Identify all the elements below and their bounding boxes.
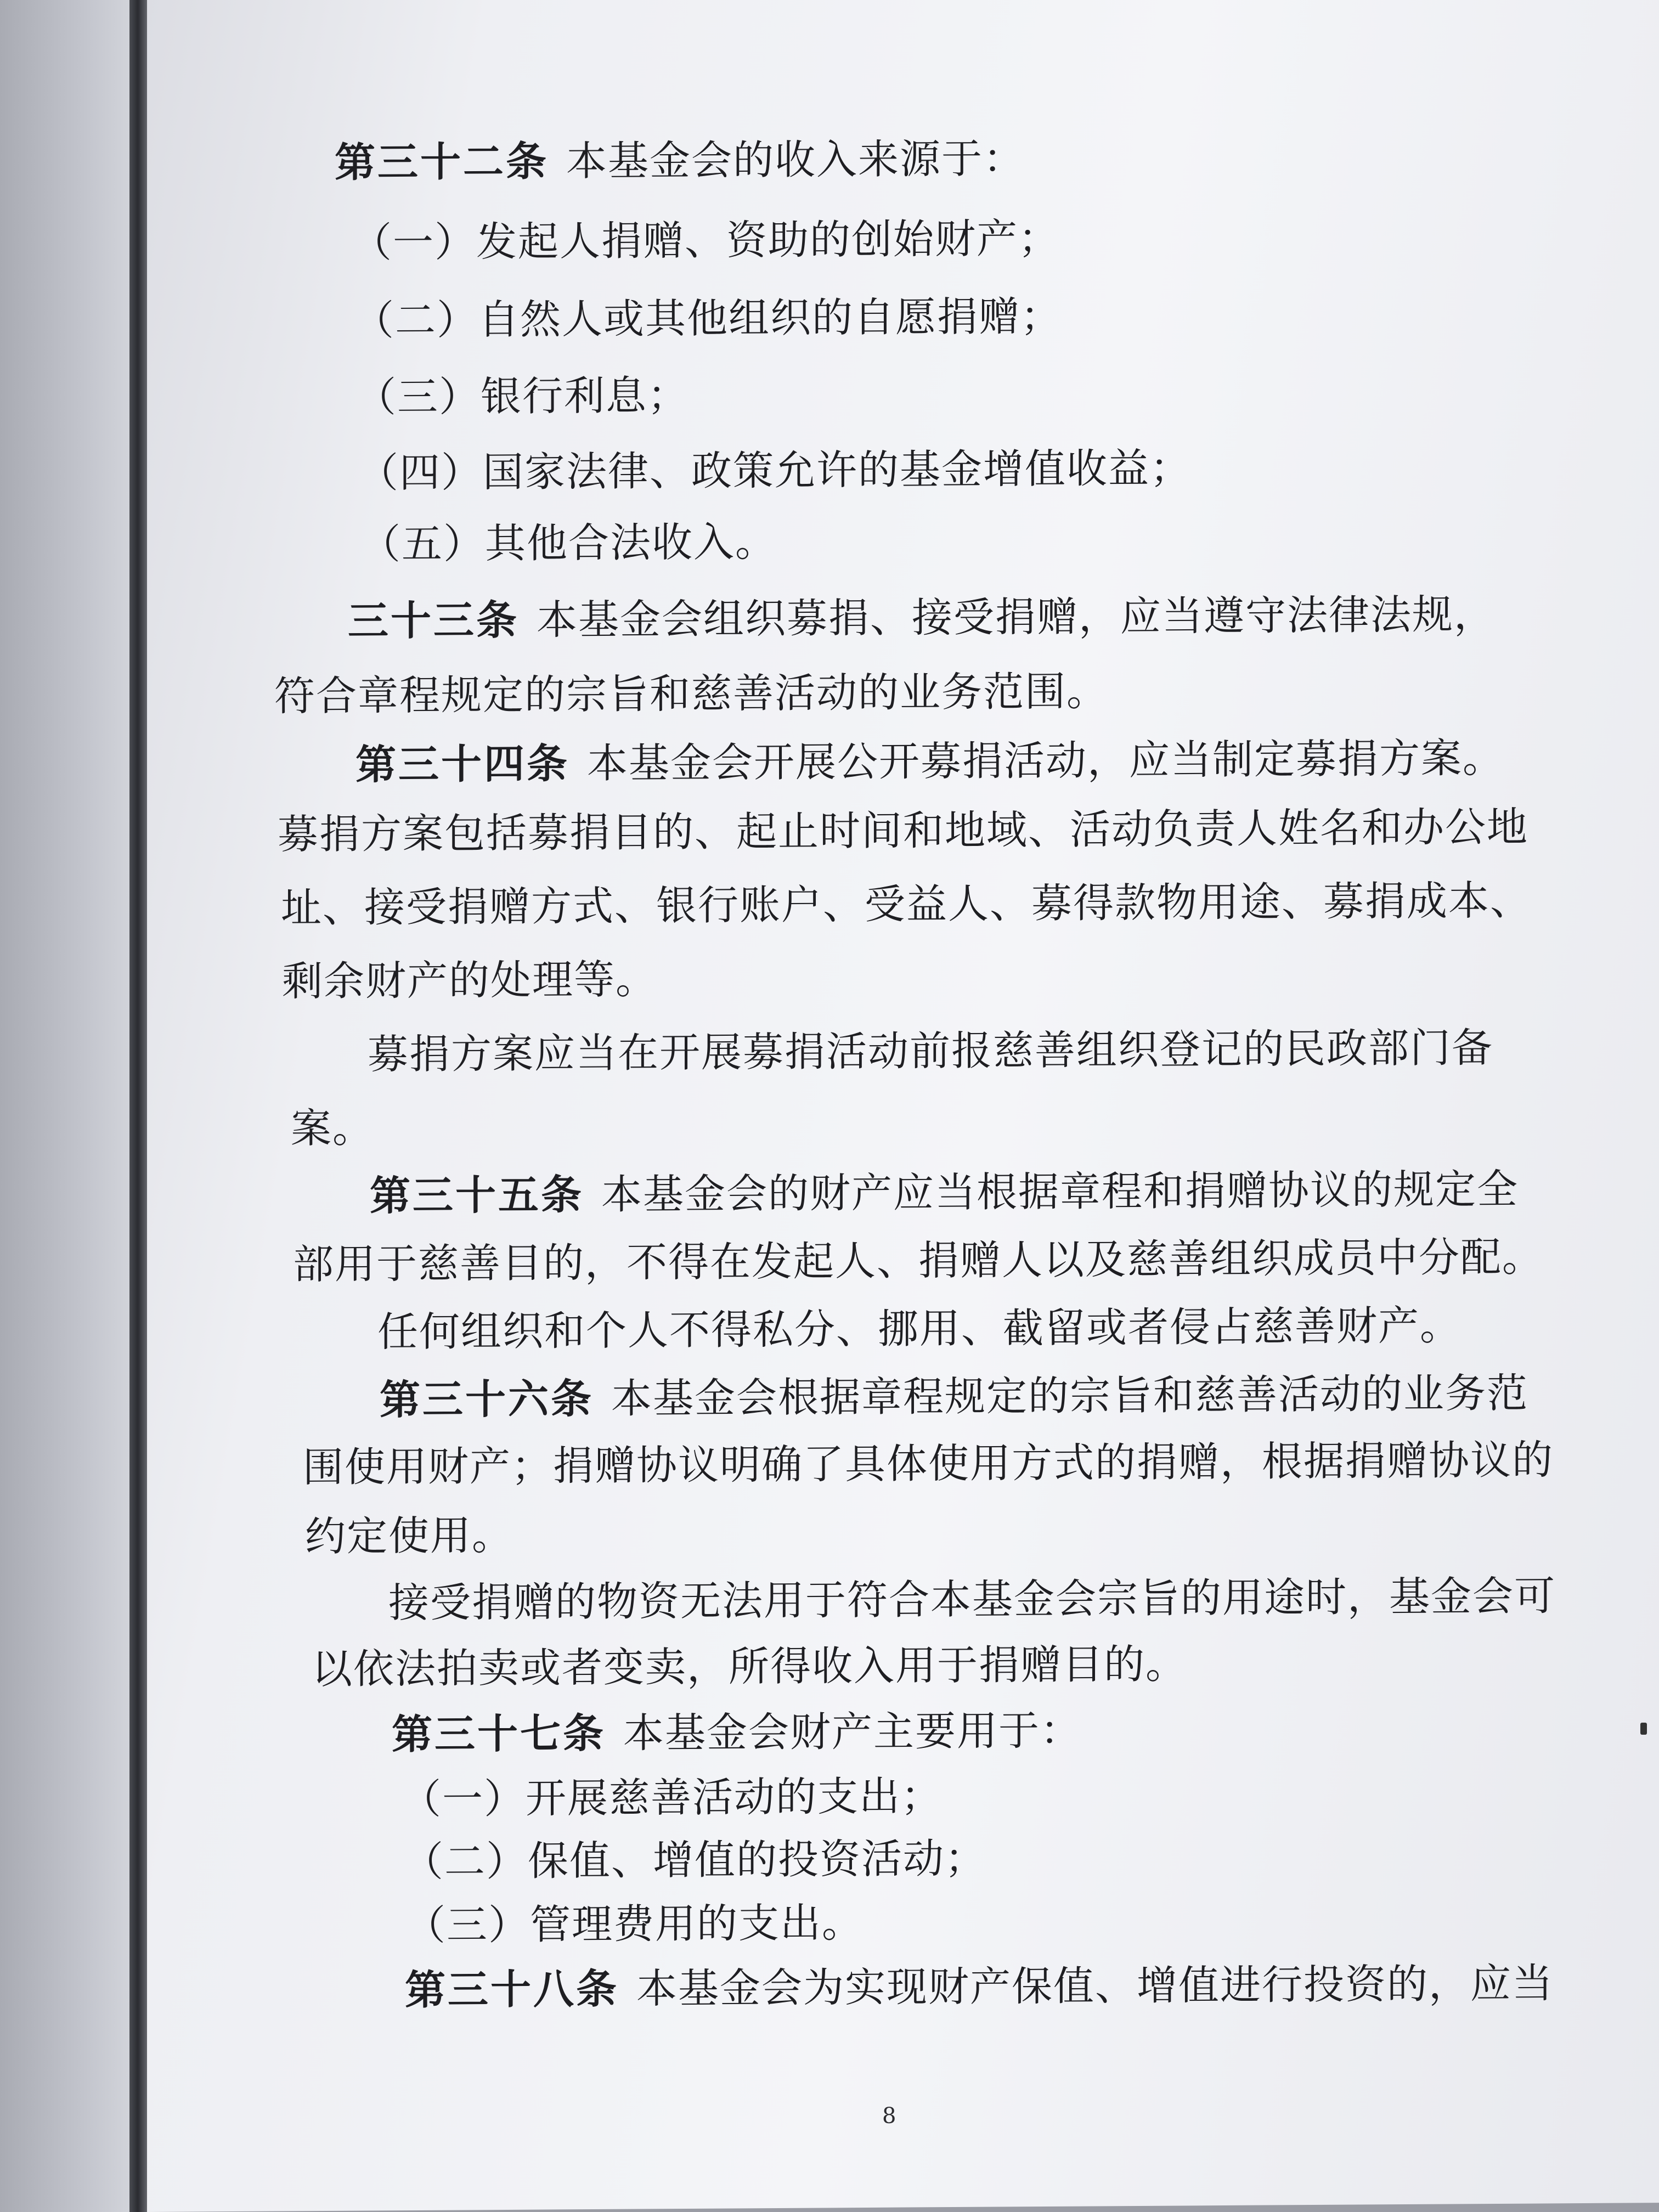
article-35-heading — [370, 1165, 1519, 1220]
paragraph-line: 址、接受捐赠方式、银行账户、受益人、募得款物用途、募捐成本、 — [281, 877, 1532, 932]
paragraph-line: 剩余财产的处理等。 — [282, 956, 657, 1006]
article-number: 第三十七条 — [392, 1709, 606, 1759]
article-38-heading — [405, 1960, 1554, 2015]
list-item: （二）保值、增值的投资活动； — [403, 1835, 986, 1886]
page-number: 8 — [882, 2103, 898, 2129]
list-item: （二）自然人或其他组织的自愿捐赠； — [353, 292, 1062, 345]
article-text: 本基金会根据章程规定的宗旨和慈善活动的业务范 — [611, 1369, 1528, 1423]
article-36-heading — [380, 1369, 1528, 1424]
article-text: 本基金会为实现财产保值、增值进行投资的，应当 — [636, 1960, 1554, 2013]
paragraph-line: 任何组织和个人不得私分、挪用、截留或者侵占慈善财产。 — [377, 1302, 1462, 1356]
article-text: 本基金会组织募捐、接受捐赠，应当遵守法律法规， — [537, 590, 1496, 644]
article-number: 第三十二条 — [335, 138, 549, 187]
article-33-heading — [348, 590, 1496, 645]
paragraph-line: 符合章程规定的宗旨和慈善活动的业务范围。 — [274, 668, 1108, 720]
article-number: 第三十六条 — [380, 1375, 594, 1424]
paragraph-line: 以依法拍卖或者变卖，所得收入用于捐赠目的。 — [312, 1640, 1187, 1694]
article-text: 本基金会的收入来源于： — [566, 135, 1025, 185]
article-text: 本基金会财产主要用于： — [623, 1707, 1082, 1757]
book-spine — [129, 0, 148, 2212]
paragraph-line: 募捐方案包括募捐目的、起止时间和地域、活动负责人姓名和办公地 — [278, 803, 1528, 859]
paragraph-line: 约定使用。 — [305, 1511, 514, 1561]
article-34-heading — [356, 734, 1504, 789]
document-page — [147, 0, 1659, 2212]
article-number: 第三十五条 — [370, 1171, 584, 1220]
paragraph-line: 案。 — [291, 1104, 374, 1153]
article-text: 本基金会的财产应当根据章程和捐赠协议的规定全 — [601, 1165, 1519, 1218]
article-number: 第三十八条 — [405, 1965, 619, 2015]
facing-page-edge — [0, 0, 137, 2212]
paragraph-line: 募捐方案应当在开展募捐活动前报慈善组织登记的民政部门备 — [368, 1024, 1493, 1079]
article-number: 三十三条 — [348, 596, 519, 645]
paragraph-line: 部用于慈善目的，不得在发起人、捐赠人以及慈善组织成员中分配。 — [293, 1233, 1544, 1289]
paragraph-line: 接受捐赠的物资无法用于符合本基金会宗旨的用途时，基金会可 — [388, 1572, 1556, 1627]
list-item: （一）发起人捐赠、资助的创始财产； — [351, 215, 1060, 267]
list-item: （一）开展慈善活动的支出； — [400, 1773, 943, 1824]
page-edge-mark — [1640, 1723, 1647, 1735]
article-number: 第三十四条 — [356, 740, 569, 789]
list-item: （三）银行利息； — [356, 371, 689, 421]
paragraph-line: 围使用财产；捐赠协议明确了具体使用方式的捐赠，根据捐赠协议的 — [303, 1436, 1554, 1492]
article-32-heading — [335, 135, 1025, 187]
list-item: （四）国家法律、政策允许的基金增值收益； — [358, 444, 1192, 497]
page-text — [147, 0, 1659, 2212]
list-item: （五）其他合法收入。 — [360, 518, 777, 568]
article-text: 本基金会开展公开募捐活动，应当制定募捐方案。 — [587, 734, 1504, 788]
list-item: （三）管理费用的支出。 — [405, 1899, 864, 1950]
article-37-heading — [392, 1707, 1082, 1759]
